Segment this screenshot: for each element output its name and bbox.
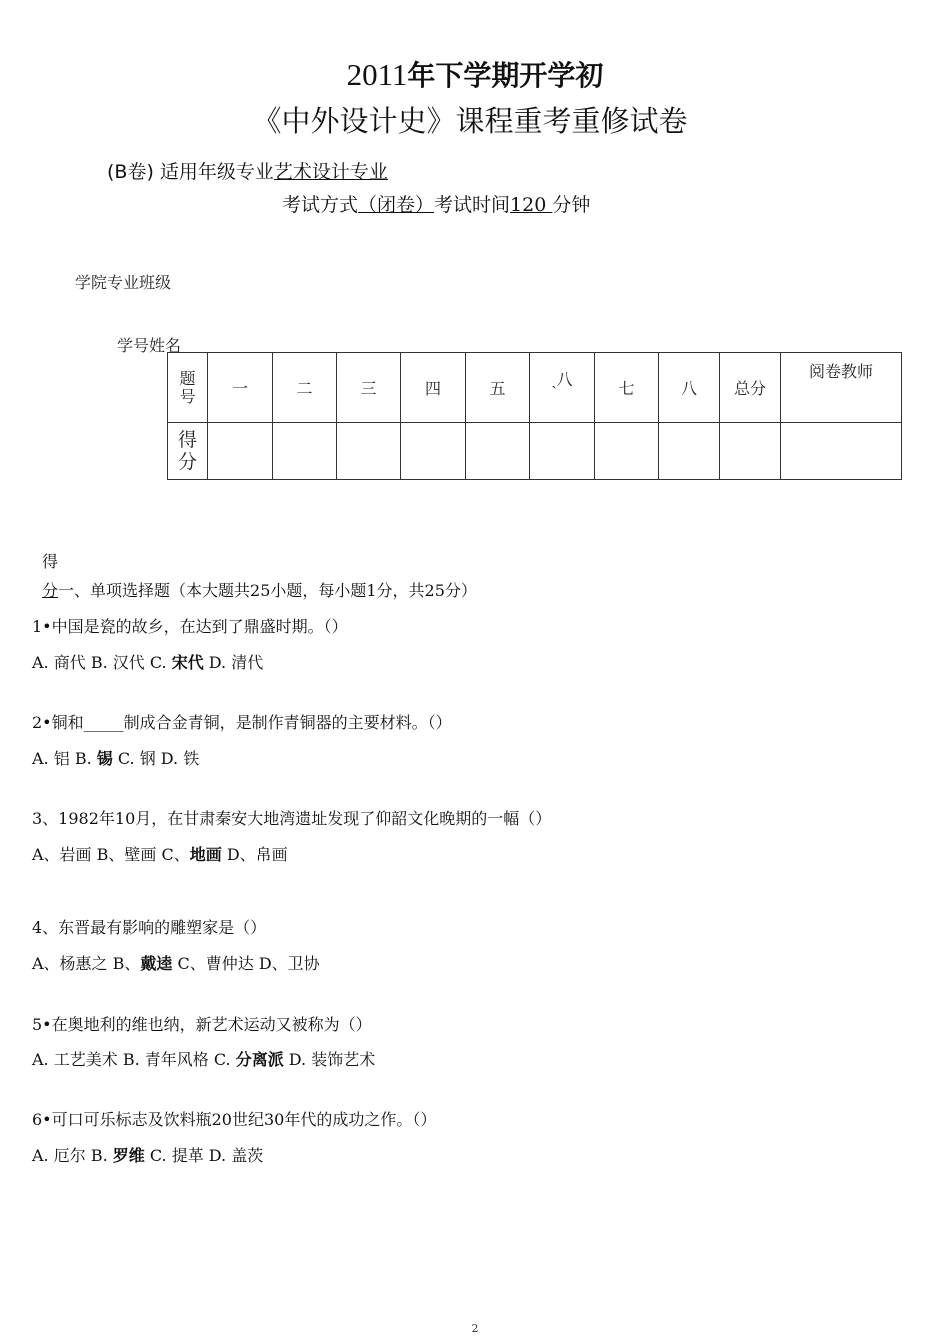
score-table-score-row [168, 423, 902, 480]
exam-method-label: 考试方式 [282, 194, 359, 216]
score-cell[interactable] [401, 423, 466, 480]
answer-highlight: 罗维 [112, 1146, 145, 1165]
grader-cell[interactable] [781, 423, 902, 480]
answer-highlight: 戴逵 [140, 954, 173, 973]
score-cell[interactable] [273, 423, 337, 480]
options-text: A. 厄尔 B. [32, 1146, 113, 1165]
question-stem: 1•中国是瓷的故乡，在达到了鼎盛时期。（） [32, 617, 348, 636]
score-table-col: 一 [208, 353, 273, 423]
score-cell-total[interactable] [720, 423, 781, 480]
score-table-col-total: 总分 [720, 353, 781, 423]
exam-time-unit: 分钟 [552, 194, 591, 216]
score-table-col: 三 [337, 353, 401, 423]
paper-prefix: (B卷) 适用年级专业 [107, 161, 274, 183]
exam-time-value: 120 [510, 194, 553, 216]
answer-highlight: 锡 [96, 749, 113, 768]
question-options [32, 746, 199, 769]
title-year: 2011 [346, 57, 408, 92]
section-title-line [42, 578, 477, 601]
options-text: A、杨惠之 B、 [32, 954, 141, 973]
paper-info-line [107, 157, 388, 184]
title-term: 年下学期开学初 [407, 59, 604, 92]
score-table-grader: 阅卷教师 [781, 353, 902, 423]
score-table-col: 七 [595, 353, 659, 423]
question-options [32, 951, 320, 974]
options-text: C. 钢 D. 铁 [112, 749, 200, 768]
question-options [32, 1143, 263, 1166]
question-options [32, 1047, 375, 1070]
paper-major: 艺术设计专业 [273, 161, 388, 183]
options-text: A、岩画 B、壁画 C、 [32, 845, 190, 864]
score-cell[interactable] [337, 423, 401, 480]
exam-time-label: 考试时间 [434, 194, 511, 216]
score-table-col: 四 [401, 353, 466, 423]
options-text: D、帛画 [221, 845, 288, 864]
question-stem: 5•在奥地利的维也纳，新艺术运动又被称为（） [32, 1015, 372, 1034]
options-text: D. 装饰艺术 [283, 1050, 376, 1069]
exam-method-value: （闭卷） [358, 194, 435, 216]
score-table-col: 八 [659, 353, 720, 423]
score-cell[interactable] [208, 423, 273, 480]
score-table-question-label: 题 号 [168, 353, 208, 423]
student-id-name-line: 学号姓名 [117, 336, 182, 355]
score-cell[interactable] [466, 423, 530, 480]
score-table [167, 352, 902, 480]
options-text: A. 铝 B. [32, 749, 97, 768]
options-text: D. 清代 [203, 653, 264, 672]
score-table-score-label: 得 分 [168, 423, 208, 480]
section-title: 一、单项选择题（本大题共25小题，每小题1分，共25分） [58, 581, 477, 600]
exam-title [0, 54, 950, 94]
score-table-col: 二 [273, 353, 337, 423]
answer-highlight: 宋代 [171, 653, 204, 672]
score-cell[interactable] [595, 423, 659, 480]
score-cell[interactable] [530, 423, 595, 480]
question-stem: 6•可口可乐标志及饮料瓶20世纪30年代的成功之作。（） [32, 1110, 437, 1129]
question-options [32, 650, 263, 673]
answer-highlight: 地画 [189, 845, 222, 864]
exam-method-line [282, 190, 590, 217]
question-stem: 4、东晋最有影响的雕塑家是（） [32, 918, 267, 937]
answer-highlight: 分离派 [235, 1050, 284, 1069]
question-options [32, 842, 288, 865]
score-table-header-row [168, 353, 902, 423]
score-table-col: 五 [466, 353, 530, 423]
score-table-col: ˎ八 [530, 353, 595, 423]
college-major-class-line: 学院专业班级 [75, 273, 172, 292]
page-number: 2 [471, 1322, 479, 1335]
options-text: A. 工艺美术 B. 青年风格 C. [32, 1050, 236, 1069]
exam-subtitle: 《中外设计史》课程重考重修试卷 [252, 104, 688, 138]
question-stem: 2•铜和_____制成合金青铜，是制作青铜器的主要材料。（） [32, 713, 452, 732]
options-text: C、曹仲达 D、卫协 [172, 954, 320, 973]
section-score-mark-top: 得 [42, 552, 59, 571]
options-text: C. 提革 D. 盖茨 [144, 1146, 264, 1165]
score-cell[interactable] [659, 423, 720, 480]
question-stem: 3、1982年10月，在甘肃秦安大地湾遗址发现了仰韶文化晚期的一幅（） [32, 809, 552, 828]
options-text: A. 商代 B. 汉代 C. [32, 653, 172, 672]
section-score-mark-bottom: 分 [42, 581, 59, 600]
